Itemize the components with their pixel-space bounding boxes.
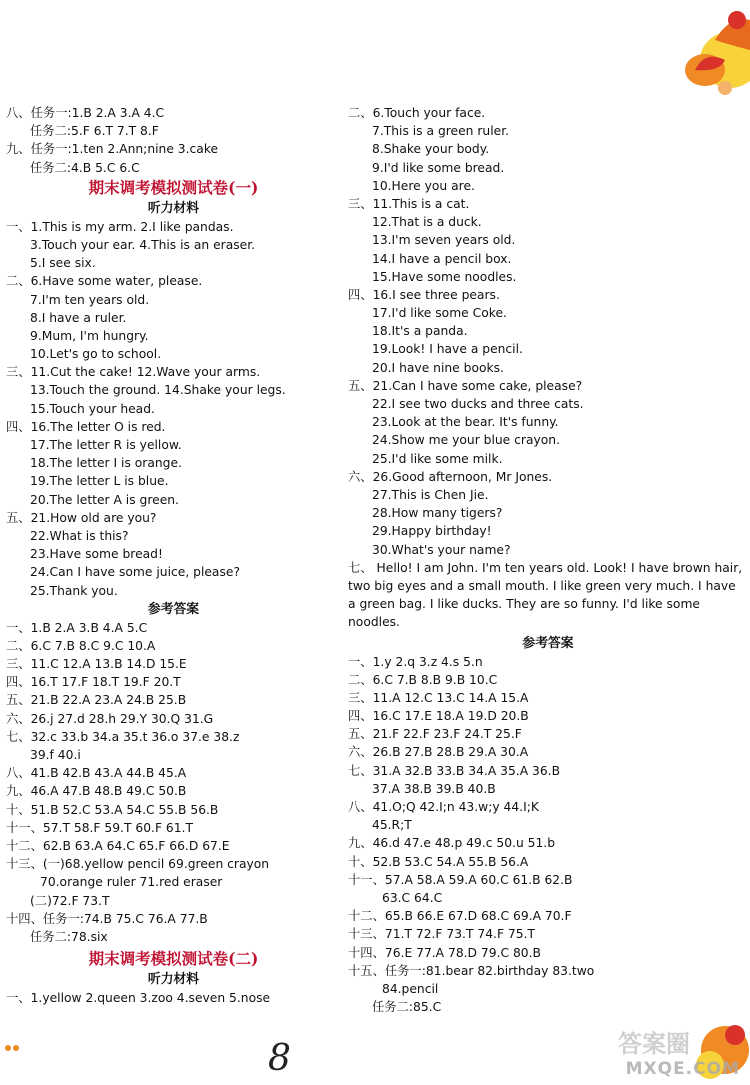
answer-line: 十一、57.A 58.A 59.A 60.C 61.B 62.B bbox=[348, 872, 573, 887]
listening-line: 3.Touch your ear. 4.This is an eraser. bbox=[30, 237, 256, 252]
listening-line: 14.I have a pencil box. bbox=[372, 251, 512, 266]
answer-line: 四、16.C 17.E 18.A 19.D 20.B bbox=[348, 709, 529, 724]
listening-line: 27.This is Chen Jie. bbox=[372, 487, 489, 502]
listening-line: 二、6.Touch your face. bbox=[348, 106, 486, 120]
answer-line: 三、11.C 12.A 13.B 14.D 15.E bbox=[6, 657, 187, 672]
answer-line: 八、41.B 42.B 43.A 44.B 45.A bbox=[6, 766, 187, 781]
answer-line: 六、26.B 27.B 28.B 29.A 30.A bbox=[348, 745, 529, 760]
answer-line: 十三、71.T 72.F 73.T 74.F 75.T bbox=[348, 927, 535, 942]
listening-line: 29.Happy birthday! bbox=[372, 524, 492, 539]
listening-line: 19.The letter L is blue. bbox=[30, 474, 169, 489]
answer-line: 任务二:4.B 5.C 6.C bbox=[30, 160, 140, 175]
answer-line: 十二、62.B 63.A 64.C 65.F 66.D 67.E bbox=[6, 838, 230, 853]
answer-line: 八、任务一:1.B 2.A 3.A 4.C bbox=[6, 106, 165, 120]
exam-2-passage: 七、 Hello! I am John. I'm ten years old. Look! I have brown hair, two big eyes and a small mouth. I like green very much. I have a green bag. I like ducks. They are so funny. I'd like some noodles. bbox=[348, 560, 743, 630]
answer-line: 九、46.d 47.e 48.p 49.c 50.u 51.b bbox=[348, 836, 556, 851]
left-column bbox=[6, 104, 341, 1007]
listening-line: 20.I have nine books. bbox=[372, 360, 504, 375]
listening-line: 13.Touch the ground. 14.Shake your legs. bbox=[30, 383, 286, 398]
listening-line: 18.It's a panda. bbox=[372, 324, 468, 339]
top-right-decoration bbox=[675, 0, 750, 100]
listening-line: 8.Shake your body. bbox=[372, 142, 490, 157]
listening-line: 30.What's your name? bbox=[372, 542, 511, 557]
listening-line: 7.This is a green ruler. bbox=[372, 124, 510, 139]
answer-line: 37.A 38.B 39.B 40.B bbox=[372, 781, 496, 796]
exam-2-answer-key bbox=[348, 653, 748, 1017]
listening-line: 25.Thank you. bbox=[30, 583, 118, 598]
answer-line: 45.R;T bbox=[372, 818, 412, 833]
answer-line: 84.pencil bbox=[382, 981, 439, 996]
answer-line: 七、31.A 32.B 33.B 34.A 35.A 36.B bbox=[348, 763, 561, 778]
answer-line: 三、11.A 12.C 13.C 14.A 15.A bbox=[348, 690, 529, 705]
exam-1-answers-heading: 参考答案 bbox=[147, 601, 200, 617]
answer-line: 二、6.C 7.B 8.C 9.C 10.A bbox=[6, 638, 156, 653]
answer-line: 九、任务一:1.ten 2.Ann;nine 3.cake bbox=[6, 142, 219, 157]
listening-line: 12.That is a duck. bbox=[372, 215, 482, 230]
answer-line: 一、1.y 2.q 3.z 4.s 5.n bbox=[348, 654, 483, 669]
answer-line: 任务二:5.F 6.T 7.T 8.F bbox=[30, 124, 159, 139]
answer-line: 十、52.B 53.C 54.A 55.B 56.A bbox=[348, 854, 529, 869]
answer-line: 五、21.F 22.F 23.F 24.T 25.F bbox=[348, 727, 522, 742]
listening-line: 23.Look at the bear. It's funny. bbox=[372, 415, 559, 430]
exam-2-title: 期末调考模拟测试卷(二) bbox=[88, 949, 259, 969]
answer-line: 八、41.O;Q 42.I;n 43.w;y 44.I;K bbox=[348, 800, 539, 814]
listening-line: 10.Let's go to school. bbox=[30, 347, 162, 362]
answer-line: 任务二:78.six bbox=[30, 929, 108, 944]
answer-line: 二、6.C 7.B 8.B 9.B 10.C bbox=[348, 672, 498, 687]
listening-line: 7.I'm ten years old. bbox=[30, 292, 150, 307]
bottom-left-dots bbox=[4, 1043, 24, 1053]
listening-line: 25.I'd like some milk. bbox=[372, 451, 503, 466]
listening-line: 5.I see six. bbox=[30, 256, 96, 271]
listening-line: 19.Look! I have a pencil. bbox=[372, 342, 523, 357]
exam-2-listening-line-1: 一、1.yellow 2.queen 3.zoo 4.seven 5.nose bbox=[6, 991, 271, 1006]
listening-line: 15.Touch your head. bbox=[30, 401, 155, 416]
answer-line: 七、32.c 33.b 34.a 35.t 36.o 37.e 38.z bbox=[6, 729, 240, 744]
answer-line: 四、16.T 17.F 18.T 19.F 20.T bbox=[6, 675, 181, 690]
listening-line: 15.Have some noodles. bbox=[372, 269, 517, 284]
exam-1-answer-key bbox=[6, 619, 341, 946]
exam-2-listening-heading: 听力材料 bbox=[147, 972, 200, 988]
answer-line: 九、46.A 47.B 48.B 49.C 50.B bbox=[6, 784, 187, 799]
listening-line: 8.I have a ruler. bbox=[30, 310, 127, 325]
listening-line: 9.Mum, I'm hungry. bbox=[30, 328, 149, 343]
listening-line: 17.I'd like some Coke. bbox=[372, 306, 507, 321]
listening-line: 22.I see two ducks and three cats. bbox=[372, 397, 584, 411]
listening-line: 28.How many tigers? bbox=[372, 506, 503, 521]
listening-line: 18.The letter I is orange. bbox=[30, 456, 182, 471]
listening-line: 23.Have some bread! bbox=[30, 547, 163, 562]
answer-line: 十二、65.B 66.E 67.D 68.C 69.A 70.F bbox=[348, 909, 572, 924]
answer-line: 五、21.B 22.A 23.A 24.B 25.B bbox=[6, 693, 187, 708]
listening-line: 22.What is this? bbox=[30, 528, 129, 543]
exam-2-answers-heading: 参考答案 bbox=[522, 635, 574, 651]
listening-line: 17.The letter R is yellow. bbox=[30, 438, 182, 452]
answer-line: 一、1.B 2.A 3.B 4.A 5.C bbox=[6, 620, 148, 635]
listening-line: 24.Show me your blue crayon. bbox=[372, 433, 561, 448]
answer-line: 任务二:85.C bbox=[372, 1000, 442, 1015]
answer-line: (二)72.F 73.T bbox=[30, 893, 110, 908]
listening-line: 10.Here you are. bbox=[372, 178, 475, 193]
answer-line: 十四、76.E 77.A 78.D 79.C 80.B bbox=[348, 945, 541, 960]
listening-line: 一、1.This is my arm. 2.I like pandas. bbox=[6, 219, 234, 234]
exam-1-listening-heading: 听力材料 bbox=[147, 200, 200, 216]
listening-line: 三、11.This is a cat. bbox=[348, 196, 470, 211]
answer-line: 十四、任务一:74.B 75.C 76.A 77.B bbox=[6, 911, 208, 926]
answer-line: 十五、任务一:81.bear 82.birthday 83.two bbox=[348, 963, 595, 978]
listening-line: 三、11.Cut the cake! 12.Wave your arms. bbox=[6, 365, 261, 380]
watermark-url: MXQE.COM bbox=[625, 1059, 740, 1079]
listening-line: 四、16.The letter O is red. bbox=[6, 419, 166, 434]
listening-line: 24.Can I have some juice, please? bbox=[30, 565, 240, 580]
answer-line: 六、26.j 27.d 28.h 29.Y 30.Q 31.G bbox=[6, 711, 214, 726]
answer-line: 39.f 40.i bbox=[30, 748, 81, 762]
listening-line: 六、26.Good afternoon, Mr Jones. bbox=[348, 469, 553, 484]
page-number: 8 bbox=[268, 1038, 291, 1079]
answer-line: 63.C 64.C bbox=[382, 890, 443, 905]
listening-line: 20.The letter A is green. bbox=[30, 492, 179, 507]
listening-line: 二、6.Have some water, please. bbox=[6, 274, 203, 289]
answer-line: 十三、(一)68.yellow pencil 69.green crayon bbox=[6, 857, 270, 872]
previous-section-answers bbox=[6, 104, 341, 177]
watermark-logo: 答案圈 bbox=[618, 1030, 690, 1058]
exam-1-title: 期末调考模拟测试卷(一) bbox=[88, 177, 259, 197]
listening-line: 13.I'm seven years old. bbox=[372, 233, 516, 248]
listening-line: 五、21.Can I have some cake, please? bbox=[348, 378, 583, 393]
answer-line: 70.orange ruler 71.red eraser bbox=[40, 875, 223, 890]
exam-2-listening-material bbox=[348, 104, 748, 559]
listening-line: 五、21.How old are you? bbox=[6, 510, 157, 525]
answer-line: 十、51.B 52.C 53.A 54.C 55.B 56.B bbox=[6, 802, 219, 817]
listening-line: 9.I'd like some bread. bbox=[372, 160, 505, 175]
right-column bbox=[348, 104, 748, 1016]
answer-line: 十一、57.T 58.F 59.T 60.F 61.T bbox=[6, 820, 193, 835]
exam-1-listening-material bbox=[6, 218, 341, 600]
listening-line: 四、16.I see three pears. bbox=[348, 287, 500, 302]
